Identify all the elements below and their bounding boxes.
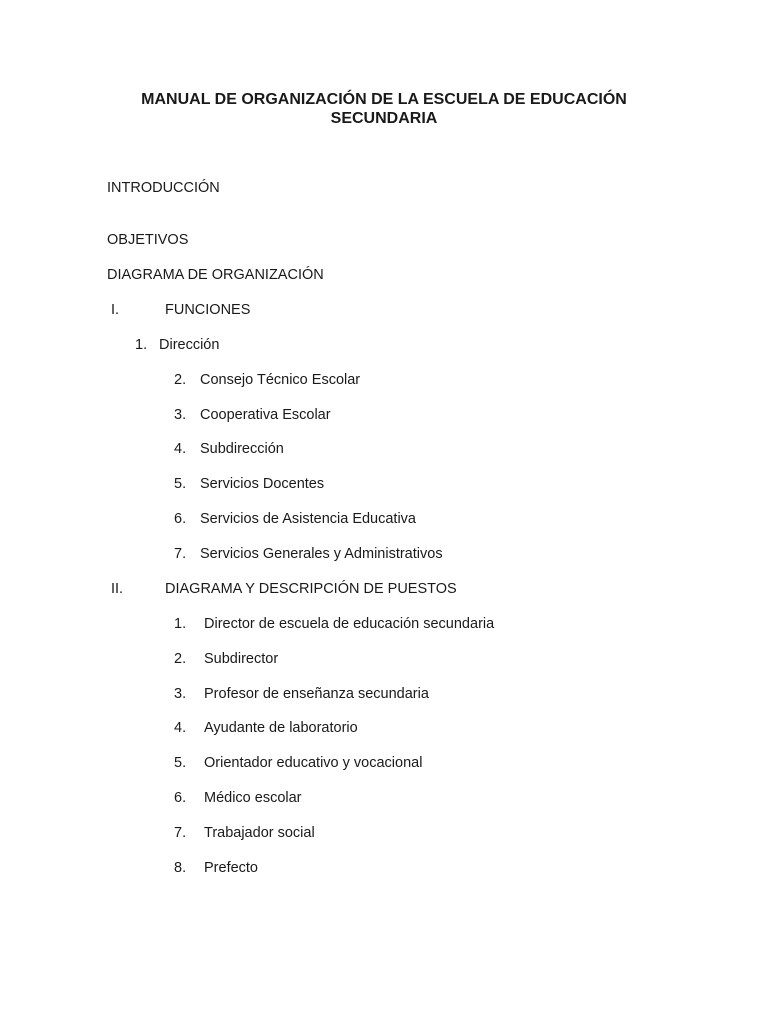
title-line-1: MANUAL DE ORGANIZACIÓN DE LA ESCUELA DE EDUCACIÓN xyxy=(141,91,627,108)
list-item-number: 3. xyxy=(174,686,187,702)
list-item: Médico escolar xyxy=(204,790,302,806)
list-item-number: 1. xyxy=(174,616,187,632)
list-item: Orientador educativo y vocacional xyxy=(204,755,423,771)
list-item-number: 6. xyxy=(174,790,187,806)
list-item-number: 8. xyxy=(174,860,187,876)
list-item: Cooperativa Escolar xyxy=(200,407,331,423)
list-item: Prefecto xyxy=(204,860,258,876)
list-item-number: 1. xyxy=(135,337,148,353)
heading-objetivos: OBJETIVOS xyxy=(107,232,189,248)
list-item: Servicios Generales y Administrativos xyxy=(200,546,443,562)
list-item-number: 7. xyxy=(174,825,187,841)
list-item: Servicios de Asistencia Educativa xyxy=(200,511,416,527)
list-item-number: 6. xyxy=(174,511,187,527)
list-item: Profesor de enseñanza secundaria xyxy=(204,686,429,702)
list-item-number: 4. xyxy=(174,720,187,736)
list-item: Consejo Técnico Escolar xyxy=(200,372,361,388)
section-title-puestos: DIAGRAMA Y DESCRIPCIÓN DE PUESTOS xyxy=(165,581,457,597)
list-item: Ayudante de laboratorio xyxy=(204,720,358,736)
document-title xyxy=(0,90,768,128)
section-numeral: II. xyxy=(111,581,124,597)
list-item-number: 3. xyxy=(174,407,187,423)
list-item-number: 4. xyxy=(174,441,187,457)
list-item-number: 5. xyxy=(174,755,187,771)
list-item-number: 2. xyxy=(174,372,187,388)
title-line-2: SECUNDARIA xyxy=(330,110,438,127)
list-item: Trabajador social xyxy=(204,825,315,841)
list-item: Servicios Docentes xyxy=(200,476,325,492)
list-item: Dirección xyxy=(159,337,220,353)
heading-diagrama-organizacion: DIAGRAMA DE ORGANIZACIÓN xyxy=(107,267,324,283)
heading-introduccion: INTRODUCCIÓN xyxy=(107,180,220,196)
section-title-funciones: FUNCIONES xyxy=(165,302,251,318)
list-item-number: 7. xyxy=(174,546,187,562)
list-item: Director de escuela de educación secundaria xyxy=(204,616,495,632)
list-item: Subdirección xyxy=(200,441,284,457)
list-item: Subdirector xyxy=(204,651,279,667)
list-item-number: 2. xyxy=(174,651,187,667)
section-numeral: I. xyxy=(111,302,120,318)
list-item-number: 5. xyxy=(174,476,187,492)
